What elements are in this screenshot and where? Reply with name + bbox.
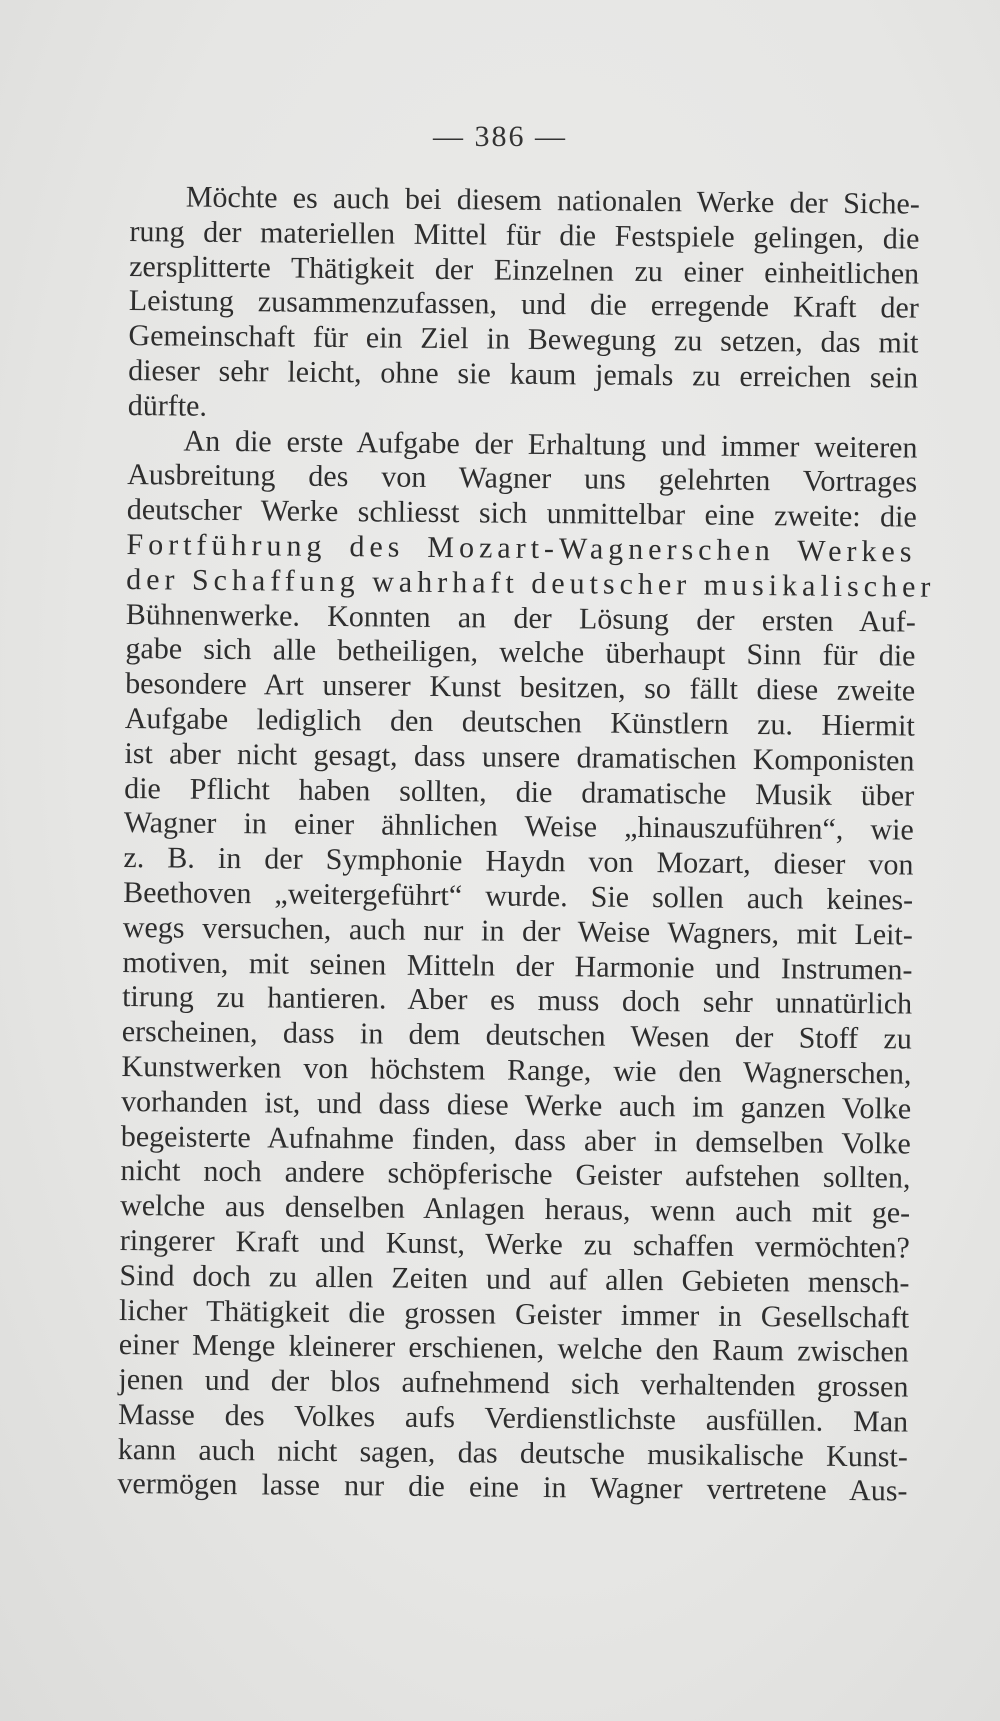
- text-line: Fortführung des Mozart-Wagnerschen Werkes: [126, 527, 917, 569]
- text-line: Leistung zusammenzufassen, und die erregende Kraft der: [128, 284, 919, 325]
- text-line: ist aber nicht gesagt, dass unsere dramatischen Komponisten: [124, 736, 915, 778]
- text-line: An die erste Aufgabe der Erhaltung und immer weiteren: [183, 424, 918, 465]
- text-line: einer Menge kleinerer erschienen, welche den Raum zwischen: [118, 1328, 909, 1369]
- page-number: — 386 —: [433, 120, 567, 153]
- text-line: Bühnenwerke. Konnten an der Lösung der ersten Auf-: [125, 597, 916, 639]
- text-line: Gemeinschaft für ein Ziel in Bewegung zu setzen, das mit: [128, 319, 919, 360]
- text-line: Ausbreitung des von Wagner uns gelehrten Vortrages: [127, 458, 918, 499]
- text-line: welche aus denselben Anlagen heraus, wenn auch mit ge-: [119, 1189, 911, 1230]
- text-line: Aufgabe lediglich den deutschen Künstlern zu. Hiermit: [124, 701, 915, 743]
- text-line: nicht noch andere schöpferische Geister aufstehen sollten,: [120, 1154, 911, 1195]
- body-text: [117, 180, 936, 1510]
- text-line: Masse des Volkes aufs Verdienstlichste ausfüllen. Man: [117, 1397, 909, 1439]
- text-line: deutscher Werke schliesst sich unmittelbar eine zweite: die: [126, 493, 917, 534]
- text-line: jenen und der blos aufnehmend sich verhaltenden grossen: [118, 1363, 909, 1404]
- text-line: die Pflicht haben sollten, die dramatische Musik über: [124, 771, 915, 813]
- text-line: Beethoven „weitergeführt“ wurde. Sie sollen auch keines-: [123, 875, 914, 917]
- text-line: dieser sehr leicht, ohne sie kaum jemals zu erreichen sein: [128, 353, 919, 395]
- text-line: z. B. in der Symphonie Haydn von Mozart, dieser von: [123, 841, 914, 882]
- text-line: Sind doch zu allen Zeiten und auf allen Gebieten mensch-: [119, 1258, 910, 1300]
- text-line: wegs versuchen, auch nur in der Weise Wagners, mit Leit-: [122, 910, 913, 952]
- text-line: licher Thätigkeit die grossen Geister immer in Gesellschaft: [118, 1293, 910, 1335]
- text-line: besondere Art unserer Kunst besitzen, so fällt diese zweite: [125, 667, 916, 708]
- text-line: zersplitterte Thätigkeit der Einzelnen zu einer einheitlichen: [129, 249, 920, 291]
- text-line: kann auch nicht sagen, das deutsche musikalische Kunst-: [117, 1432, 908, 1474]
- text-line: motiven, mit seinen Mitteln der Harmonie und Instrumen-: [122, 945, 913, 987]
- text-line: Kunstwerken von höchstem Range, wie den Wagnerschen,: [121, 1049, 912, 1091]
- text-line: gabe sich alle betheiligen, welche überhaupt Sinn für die: [125, 632, 916, 673]
- text-line: begeisterte Aufnahme finden, dass aber in demselben Volke: [120, 1119, 911, 1161]
- text-line: rung der materiellen Mittel für die Festspiele gelingen, die: [129, 214, 920, 256]
- text-line: erscheinen, dass in dem deutschen Wesen der Stoff zu: [121, 1015, 912, 1056]
- text-line: vermögen lasse nur die eine in Wagner vertretene Aus-: [117, 1467, 908, 1509]
- text-line: Wagner in einer ähnlichen Weise „hinauszuführen“, wie: [123, 806, 914, 847]
- text-line: tirung zu hantieren. Aber es muss doch sehr unnatürlich: [122, 980, 913, 1021]
- text-line: ringerer Kraft und Kunst, Werke zu schaffen vermöchten?: [119, 1223, 910, 1265]
- text-line: der Schaffung wahrhaft deutscher musikalischer: [126, 562, 936, 604]
- text-line: Möchte es auch bei diesem nationalen Werke der Siche-: [185, 180, 920, 221]
- text-line: vorhanden ist, und dass diese Werke auch im ganzen Volke: [120, 1084, 912, 1126]
- text-line: dürfte.: [127, 388, 208, 423]
